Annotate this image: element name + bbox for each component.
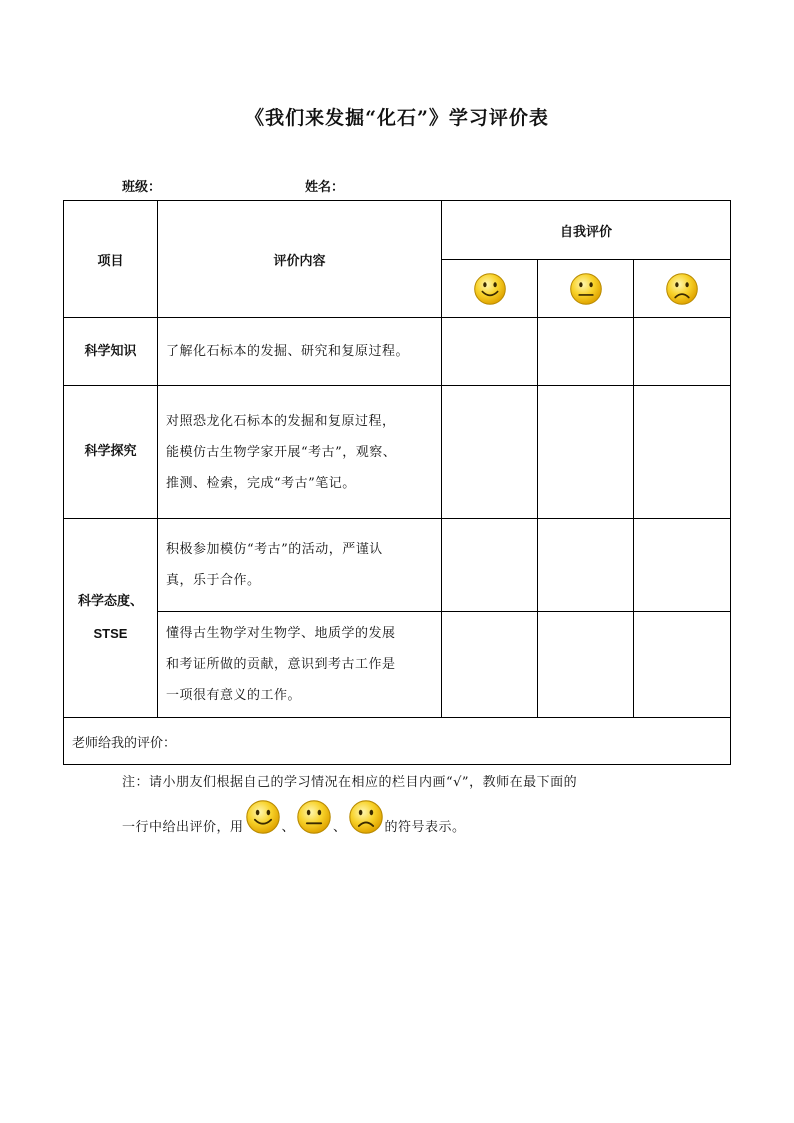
content-line: 懂得古生物学对生物学、地质学的发展: [166, 626, 396, 641]
header-content: 评价内容: [158, 201, 442, 318]
content-line: 一项很有意义的工作。: [166, 688, 302, 703]
table-row: [64, 612, 731, 718]
name-label: 姓名：: [305, 180, 345, 195]
category-line: 科学态度、: [77, 594, 143, 609]
note-separator: 、: [333, 819, 347, 835]
teacher-eval-cell[interactable]: 老师给我的评价：: [64, 718, 731, 765]
content-line: 了解化石标本的发掘、研究和复原过程。: [166, 344, 410, 359]
content-cell: [158, 386, 442, 519]
content-line: 积极参加模仿“考古”的活动，严谨认: [166, 542, 383, 557]
smile-face-icon: [245, 799, 281, 835]
category-attitude: [64, 519, 158, 718]
table-row: [64, 386, 731, 519]
header-face-neutral: [538, 260, 634, 318]
evaluation-table: [63, 200, 731, 765]
content-line: 对照恐龙化石标本的发掘和复原过程，: [166, 413, 396, 429]
category-knowledge: 科学知识: [64, 318, 158, 386]
note-line-2-suffix: 的符号表示。: [384, 819, 466, 835]
self-eval-cell[interactable]: [634, 386, 731, 519]
header-face-smile: [442, 260, 538, 318]
smile-face-icon: [473, 272, 507, 306]
note-line-2: [122, 797, 466, 837]
note-line-2-prefix: 一行中给出评价，用: [122, 819, 244, 835]
self-eval-cell[interactable]: [442, 612, 538, 718]
class-label: 班级：: [122, 180, 162, 195]
note-separator: 、: [281, 819, 296, 835]
self-eval-cell[interactable]: [634, 318, 731, 386]
self-eval-cell[interactable]: [442, 318, 538, 386]
self-eval-cell[interactable]: [538, 386, 634, 519]
content-line: 推测、检索，完成“考古”笔记。: [166, 475, 356, 491]
content-line: 真，乐于合作。: [166, 573, 261, 588]
frown-face-icon: [348, 799, 384, 835]
self-eval-cell[interactable]: [538, 612, 634, 718]
content-line: 和考证所做的贡献，意识到考古工作是: [166, 657, 396, 672]
content-cell: [158, 519, 442, 612]
table-row: [64, 318, 731, 386]
table-row: [64, 519, 731, 612]
self-eval-cell[interactable]: [442, 386, 538, 519]
frown-face-icon: [665, 272, 699, 306]
content-cell: [158, 318, 442, 386]
header-item: 项目: [64, 201, 158, 318]
self-eval-cell[interactable]: [634, 612, 731, 718]
neutral-face-icon: [296, 799, 332, 835]
self-eval-cell[interactable]: [538, 519, 634, 612]
teacher-row: [64, 718, 731, 765]
header-self-eval: 自我评价: [442, 201, 731, 260]
category-inquiry: 科学探究: [64, 386, 158, 519]
self-eval-cell[interactable]: [538, 318, 634, 386]
page-title: 《我们来发掘“化石”》学习评价表: [245, 107, 549, 129]
self-eval-cell[interactable]: [634, 519, 731, 612]
note-line-1: 注：请小朋友们根据自己的学习情况在相应的栏目内画“√”，教师在最下面的: [122, 775, 578, 790]
category-line: STSE: [93, 626, 128, 641]
header-face-frown: [634, 260, 731, 318]
neutral-face-icon: [569, 272, 603, 306]
self-eval-cell[interactable]: [442, 519, 538, 612]
content-line: 能模仿古生物学家开展“考古”，观察、: [166, 444, 397, 460]
content-cell: [158, 612, 442, 718]
